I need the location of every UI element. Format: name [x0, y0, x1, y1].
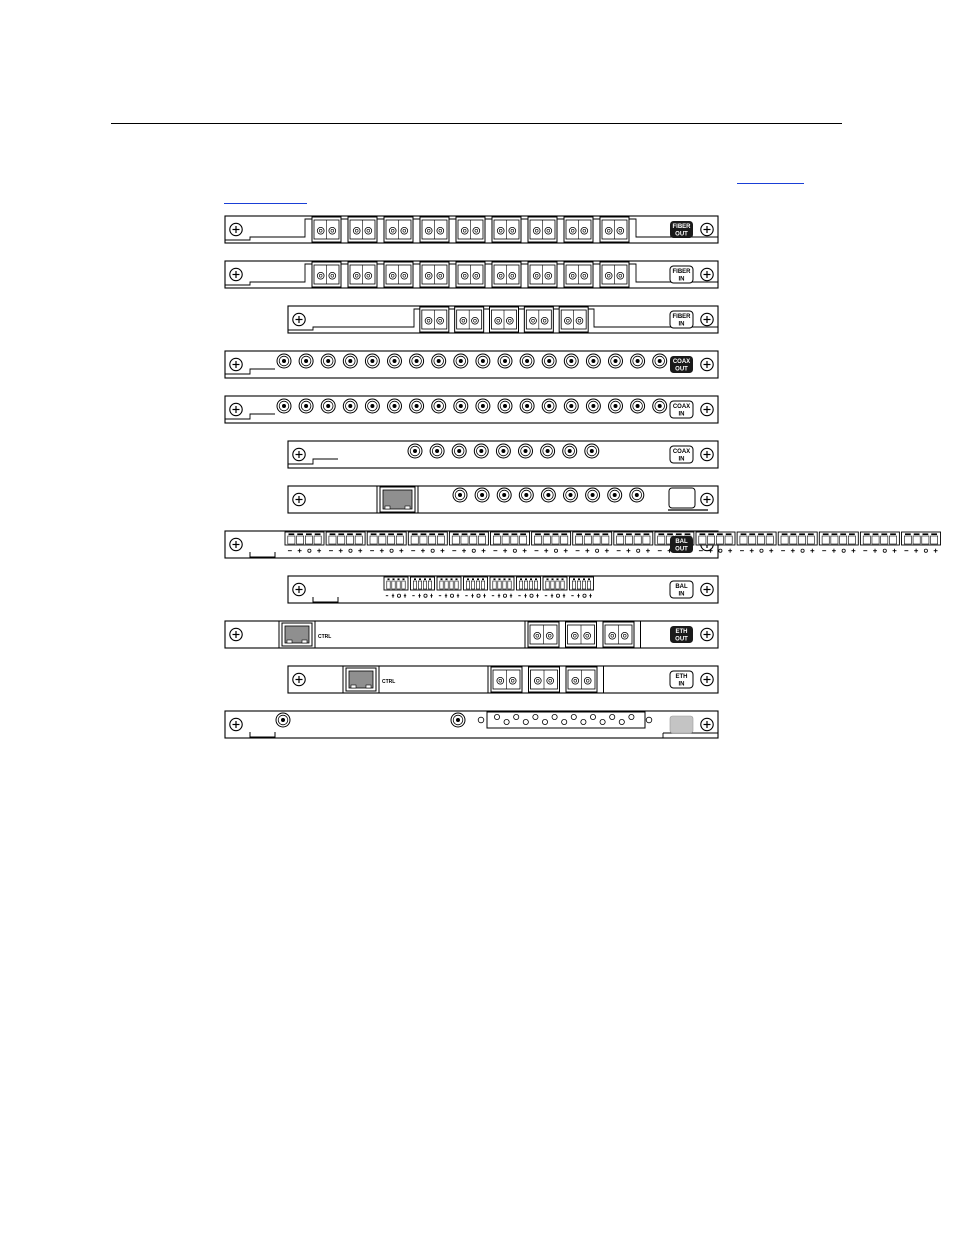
badge-label: COAX [672, 449, 691, 455]
rear-panel-bal-in-half [288, 576, 718, 603]
bnc-coax-connector [542, 354, 556, 368]
bnc-coax-connector [388, 354, 402, 368]
bnc-coax-connector [541, 444, 555, 458]
bnc-coax-connector [520, 354, 534, 368]
bnc-coax-connector [365, 399, 379, 413]
bnc-coax-connector [474, 444, 488, 458]
bnc-coax-connector [343, 399, 357, 413]
fiber-lc-duplex-port [564, 262, 593, 287]
bnc-coax-connector [541, 488, 555, 502]
badge-label: IN [678, 591, 685, 598]
badge-label: ETH [675, 629, 688, 635]
rear-panel-sync-panel [225, 711, 718, 738]
fiber-lc-duplex-port [600, 262, 629, 287]
fiber-lc-duplex-port [600, 217, 629, 242]
bnc-coax-connector [410, 399, 424, 413]
panel-type-badge [670, 626, 693, 643]
fiber-lc-duplex-port [528, 622, 559, 647]
bnc-coax-connector [451, 713, 465, 727]
terminal-screw [494, 714, 499, 719]
rear-panel-eth-out [225, 621, 718, 648]
bnc-coax-connector [453, 488, 467, 502]
fiber-lc-duplex-port [528, 262, 557, 287]
mounting-hole [478, 717, 484, 723]
badge-label: OUT [675, 546, 688, 553]
fiber-lc-duplex-port [603, 622, 634, 647]
terminal-screw [581, 719, 586, 724]
fiber-lc-duplex-port [524, 307, 553, 332]
bnc-coax-connector [299, 399, 313, 413]
fiber-lc-duplex-port [348, 262, 377, 287]
badge-label: BAL [675, 584, 688, 590]
terminal-screw [590, 714, 595, 719]
balanced-audio-terminal-block [737, 532, 776, 553]
fiber-lc-duplex-port [420, 262, 449, 287]
thumbscrew-icon [701, 493, 713, 505]
bnc-coax-connector [498, 399, 512, 413]
bnc-coax-connector [299, 354, 313, 368]
bnc-coax-connector [476, 399, 490, 413]
bnc-coax-connector [608, 488, 622, 502]
bnc-coax-connector [277, 399, 291, 413]
bnc-coax-connector [475, 488, 489, 502]
rear-panel-fiber-out [225, 216, 718, 243]
fiber-lc-duplex-port [566, 667, 597, 692]
terminal-screw [523, 719, 528, 724]
thumbscrew-icon [230, 358, 242, 370]
bnc-coax-connector [563, 444, 577, 458]
fiber-lc-duplex-port [420, 307, 449, 332]
bnc-coax-connector [653, 354, 667, 368]
terminal-screw [504, 719, 509, 724]
badge-label: BAL [675, 539, 688, 545]
blank-badge [669, 488, 695, 508]
fiber-lc-duplex-port [564, 217, 593, 242]
terminal-screw [533, 714, 538, 719]
fiber-lc-duplex-port [456, 217, 485, 242]
bnc-coax-connector [631, 399, 645, 413]
panel-type-badge [670, 221, 693, 238]
badge-label: FIBER [672, 269, 691, 275]
thumbscrew-icon [701, 673, 713, 685]
balanced-audio-terminal-block [860, 532, 899, 553]
bnc-coax-connector [585, 444, 599, 458]
fiber-lc-duplex-port [348, 217, 377, 242]
rear-panel-coax-in [225, 396, 718, 423]
thumbscrew-icon [701, 358, 713, 370]
thumbscrew-icon [701, 583, 713, 595]
badge-label: IN [678, 321, 685, 328]
panel-type-badge [670, 536, 693, 553]
terminal-screw [552, 714, 557, 719]
bnc-coax-connector [542, 399, 556, 413]
badge-label: FIBER [672, 224, 691, 230]
rear-panel-coax-rj45-half [288, 486, 718, 513]
terminal-screw [619, 719, 624, 724]
balanced-audio-terminal-block [902, 532, 941, 553]
bnc-coax-connector [564, 354, 578, 368]
bnc-coax-connector [321, 399, 335, 413]
bnc-coax-connector [564, 488, 578, 502]
terminal-screw [571, 714, 576, 719]
fiber-lc-duplex-port [384, 262, 413, 287]
badge-label: IN [678, 411, 685, 418]
mounting-hole [646, 717, 652, 723]
bnc-coax-connector [343, 354, 357, 368]
fiber-lc-duplex-port [492, 217, 521, 242]
bnc-coax-connector [388, 399, 402, 413]
bnc-coax-connector [432, 399, 446, 413]
rj45-ethernet-port [346, 668, 376, 691]
bnc-coax-connector [609, 399, 623, 413]
thumbscrew-icon [701, 223, 713, 235]
bnc-coax-connector [496, 444, 510, 458]
bnc-coax-connector [277, 354, 291, 368]
thumbscrew-icon [293, 583, 305, 595]
rear-panel-coax-in-half [288, 441, 718, 468]
bnc-coax-connector [630, 488, 644, 502]
bnc-coax-connector [408, 444, 422, 458]
bnc-coax-connector [276, 713, 290, 727]
rear-panel-coax-out [225, 351, 718, 378]
fiber-lc-duplex-port [529, 667, 560, 692]
fiber-lc-duplex-port [490, 307, 519, 332]
bnc-coax-connector [321, 354, 335, 368]
bnc-coax-connector [631, 354, 645, 368]
ctrl-label: CTRL [318, 634, 332, 640]
thumbscrew-icon [230, 268, 242, 280]
thumbscrew-icon [701, 313, 713, 325]
bnc-coax-connector [497, 488, 511, 502]
panel-type-badge [670, 671, 693, 688]
panel-type-badge [670, 311, 693, 328]
balanced-audio-terminal-block [819, 532, 858, 553]
thumbscrew-icon [701, 403, 713, 415]
thumbscrew-icon [293, 493, 305, 505]
thumbscrew-icon [701, 448, 713, 460]
panel-type-badge [670, 266, 693, 283]
fiber-lc-duplex-port [491, 667, 522, 692]
fiber-lc-duplex-port [312, 217, 341, 242]
terminal-screw [600, 719, 605, 724]
rj45-ethernet-port [380, 487, 415, 512]
fiber-lc-duplex-port [455, 307, 484, 332]
panel-type-badge [670, 401, 693, 418]
thumbscrew-icon [701, 268, 713, 280]
thumbscrew-icon [230, 223, 242, 235]
fiber-lc-duplex-port [528, 217, 557, 242]
balanced-audio-terminal-block [778, 532, 817, 553]
terminal-screw [542, 719, 547, 724]
bnc-coax-connector [653, 399, 667, 413]
thumbscrew-icon [230, 628, 242, 640]
rear-panel-eth-in-half [288, 666, 718, 693]
rear-panel-bal-out [225, 531, 941, 558]
badge-label: IN [678, 681, 685, 688]
fiber-lc-duplex-port [420, 217, 449, 242]
bnc-coax-connector [432, 354, 446, 368]
bnc-coax-connector [452, 444, 466, 458]
bnc-coax-connector [520, 399, 534, 413]
fiber-lc-duplex-port [384, 217, 413, 242]
thumbscrew-icon [293, 673, 305, 685]
fiber-lc-duplex-port [312, 262, 341, 287]
panel-type-badge [670, 446, 693, 463]
rear-panel-fiber-in-half [288, 306, 718, 333]
ctrl-label: CTRL [382, 679, 396, 685]
bnc-coax-connector [410, 354, 424, 368]
fiber-lc-duplex-port [456, 262, 485, 287]
thumbscrew-icon [230, 403, 242, 415]
rj45-ethernet-port [282, 623, 312, 646]
bnc-coax-connector [586, 354, 600, 368]
fiber-lc-duplex-port [492, 262, 521, 287]
bnc-coax-connector [519, 444, 533, 458]
bnc-coax-connector [430, 444, 444, 458]
bnc-coax-connector [564, 399, 578, 413]
badge-label: COAX [672, 359, 691, 365]
bnc-coax-connector [519, 488, 533, 502]
badge-label: OUT [675, 366, 688, 373]
bnc-coax-connector [498, 354, 512, 368]
bnc-coax-connector [476, 354, 490, 368]
terminal-screw [562, 719, 567, 724]
bnc-coax-connector [454, 399, 468, 413]
thumbscrew-icon [701, 628, 713, 640]
fiber-lc-duplex-port [559, 307, 588, 332]
badge-label: ETH [675, 674, 688, 680]
thumbscrew-icon [293, 448, 305, 460]
badge-label: OUT [675, 636, 688, 643]
terminal-screw [629, 714, 634, 719]
rear-panel-fiber-in [225, 261, 718, 288]
terminal-screw [610, 714, 615, 719]
thumbscrew-icon [230, 718, 242, 730]
badge-label: FIBER [672, 314, 691, 320]
bnc-coax-connector [586, 399, 600, 413]
thumbscrew-icon [293, 313, 305, 325]
bnc-coax-connector [365, 354, 379, 368]
thumbscrew-icon [701, 718, 713, 730]
badge-label: COAX [672, 404, 691, 410]
fiber-lc-duplex-port [566, 622, 597, 647]
badge-label: OUT [675, 231, 688, 238]
bnc-coax-connector [454, 354, 468, 368]
bnc-coax-connector [586, 488, 600, 502]
panel-type-badge [670, 356, 693, 373]
panel-type-badge [670, 716, 693, 733]
badge-label: IN [678, 276, 685, 283]
badge-label: IN [678, 456, 685, 463]
panel-type-badge [670, 581, 693, 598]
bnc-coax-connector [609, 354, 623, 368]
thumbscrew-icon [230, 538, 242, 550]
terminal-screw [514, 714, 519, 719]
